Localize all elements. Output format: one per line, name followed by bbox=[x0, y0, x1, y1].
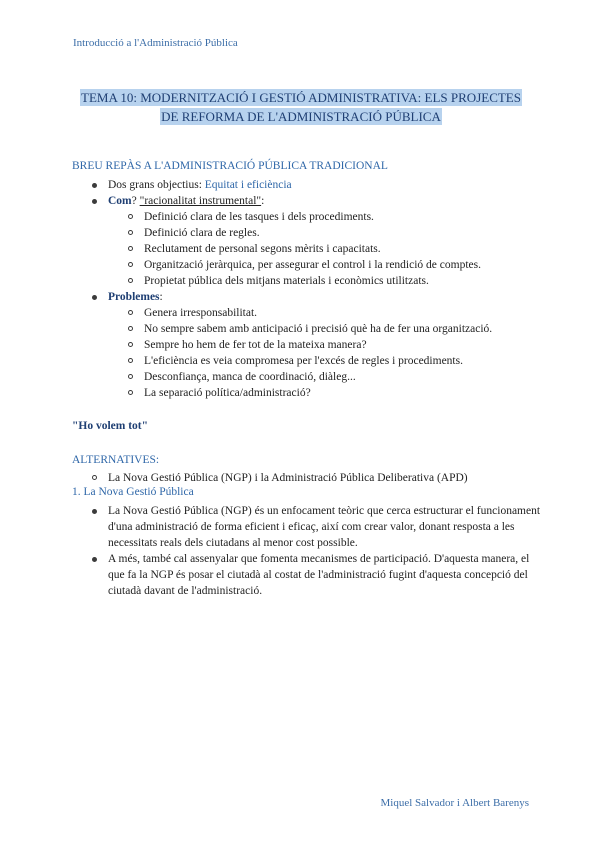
traditional-list bbox=[72, 177, 542, 401]
circle-bullet-icon bbox=[128, 358, 133, 363]
bullet-icon bbox=[92, 199, 97, 204]
subitem-text: No sempre sabem amb anticipació i precisió què ha de fer una organització. bbox=[144, 323, 493, 335]
list-item-objectives bbox=[72, 177, 542, 193]
list-item bbox=[108, 241, 542, 257]
alternatives-sublist bbox=[72, 470, 542, 486]
subitem-text: La Nova Gestió Pública (NGP) i la Administració Pública Deliberativa (APD) bbox=[108, 472, 468, 484]
circle-bullet-icon bbox=[128, 230, 133, 235]
objectives-text: Dos grans objectius: bbox=[108, 179, 205, 191]
bullet-icon bbox=[92, 183, 97, 188]
subitem-text: Desconfiança, manca de coordinació, diàleg... bbox=[144, 371, 356, 383]
page-header: Introducció a l'Administració Pública bbox=[73, 37, 238, 49]
circle-bullet-icon bbox=[128, 214, 133, 219]
list-item bbox=[108, 353, 542, 369]
subitem-text: Sempre ho hem de fer tot de la mateixa manera? bbox=[144, 339, 367, 351]
title-line-2: DE REFORMA DE L'ADMINISTRACIÓ PÚBLICA bbox=[161, 109, 441, 124]
problems-label: Problemes bbox=[108, 291, 160, 303]
alternatives-list bbox=[72, 470, 542, 486]
list-item bbox=[72, 470, 542, 486]
bullet-icon bbox=[92, 509, 97, 514]
ngp-list bbox=[72, 503, 542, 599]
list-item bbox=[108, 337, 542, 353]
page-title bbox=[70, 88, 532, 126]
problems-sublist bbox=[108, 305, 542, 401]
section-heading-traditional: BREU REPÀS A L'ADMINISTRACIÓ PÚBLICA TRADICIONAL bbox=[72, 160, 388, 172]
list-item-ngp-participation bbox=[72, 551, 542, 599]
page-footer: Miquel Salvador i Albert Barenys bbox=[380, 797, 529, 809]
bullet-icon bbox=[92, 295, 97, 300]
list-item bbox=[108, 321, 542, 337]
subitem-text: L'eficiència es veia compromesa per l'excés de regles i procediments. bbox=[144, 355, 463, 367]
how-underlined: "racionalitat instrumental" bbox=[139, 195, 262, 207]
list-item bbox=[108, 273, 542, 289]
circle-bullet-icon bbox=[128, 262, 133, 267]
how-suffix: : bbox=[261, 195, 265, 207]
circle-bullet-icon bbox=[128, 246, 133, 251]
how-after: ? bbox=[131, 195, 140, 207]
bullet-icon bbox=[92, 557, 97, 562]
circle-bullet-icon bbox=[92, 475, 97, 480]
how-sublist bbox=[108, 209, 542, 289]
how-label: Com bbox=[108, 195, 132, 207]
ngp-paragraph-2: A més, també cal assenyalar que fomenta mecanismes de participació. D'aquesta manera, el que fa la NGP és posar el ciutadà al costat de l'administració fugint d'aquesta concepció del ciutadà davant de l'administració. bbox=[108, 553, 530, 597]
circle-bullet-icon bbox=[128, 278, 133, 283]
subitem-text: Definició clara de regles. bbox=[144, 227, 260, 239]
problems-suffix: : bbox=[159, 291, 163, 303]
section-heading-ngp: 1. La Nova Gestió Pública bbox=[72, 486, 194, 498]
list-item bbox=[108, 225, 542, 241]
list-item-ngp-definition bbox=[72, 503, 542, 551]
list-item bbox=[108, 209, 542, 225]
section-heading-alternatives: ALTERNATIVES: bbox=[72, 454, 160, 466]
subitem-text: Organització jeràrquica, per assegurar el control i la rendició de comptes. bbox=[144, 259, 481, 271]
circle-bullet-icon bbox=[128, 342, 133, 347]
list-item bbox=[108, 369, 542, 385]
subitem-text: La separació política/administració? bbox=[144, 387, 311, 399]
subitem-text: Definició clara de les tasques i dels procediments. bbox=[144, 211, 374, 223]
circle-bullet-icon bbox=[128, 390, 133, 395]
list-item bbox=[108, 385, 542, 401]
list-item-how bbox=[72, 193, 542, 289]
title-line-1: TEMA 10: MODERNITZACIÓ I GESTIÓ ADMINISTRATIVA: ELS PROJECTES bbox=[81, 90, 521, 105]
list-item bbox=[108, 305, 542, 321]
circle-bullet-icon bbox=[128, 326, 133, 331]
list-item bbox=[108, 257, 542, 273]
objectives-accent: Equitat i eficiència bbox=[204, 179, 292, 191]
list-item bbox=[72, 470, 542, 486]
list-item-problems bbox=[72, 289, 542, 401]
circle-bullet-icon bbox=[128, 310, 133, 315]
quote-text: "Ho volem tot" bbox=[72, 420, 149, 432]
subitem-text: Reclutament de personal segons mèrits i capacitats. bbox=[144, 243, 381, 255]
ngp-paragraph-1: La Nova Gestió Pública (NGP) és un enfocament teòric que cerca estructurar el funcionament d'una administració de forma eficient i eficaç, així com crear valor, donant resposta a les necessitats reals dels ciutadans al menor cost possible. bbox=[108, 505, 541, 549]
subitem-text: Genera irresponsabilitat. bbox=[144, 307, 258, 319]
circle-bullet-icon bbox=[128, 374, 133, 379]
subitem-text: Propietat pública dels mitjans materials i econòmics utilitzats. bbox=[144, 275, 429, 287]
